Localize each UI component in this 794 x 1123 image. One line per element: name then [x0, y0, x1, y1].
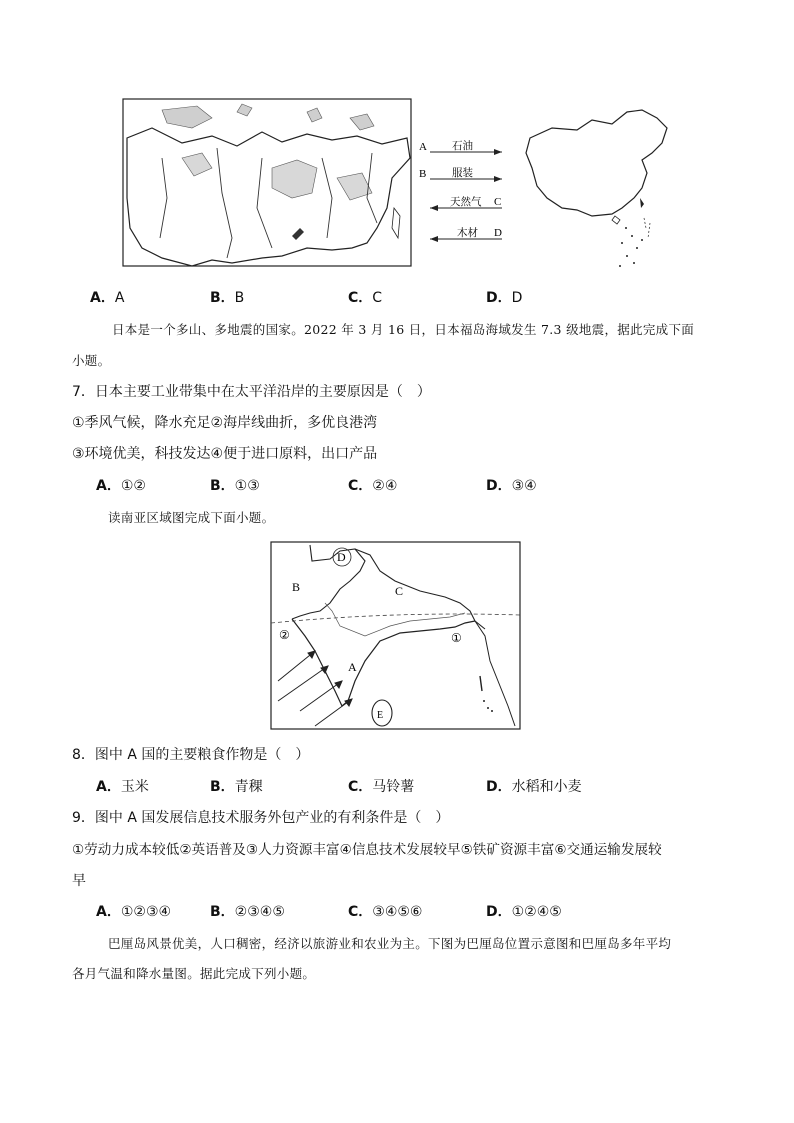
q7-option-a[interactable]: A．①②	[96, 478, 146, 494]
q9-line1: ①劳动力成本较低②英语普及③人力资源丰富④信息技术发展较早⑤铁矿资源丰富⑥交通运输发展较	[72, 842, 662, 858]
label-a: A	[348, 660, 357, 674]
q6-option-c[interactable]: C．C	[348, 290, 383, 306]
label-c: C	[395, 584, 404, 598]
q9-stem: 9．图中 A 国发展信息技术服务外包产业的有利条件是（ ）	[72, 810, 450, 826]
intro-japan-line2: 小题。	[72, 353, 111, 368]
q8-stem: 8．图中 A 国的主要粮食作物是（ ）	[72, 747, 310, 763]
q9-option-a[interactable]: A．①②③④	[96, 904, 172, 920]
q9-option-b[interactable]: B．②③④⑤	[210, 904, 285, 920]
intro-bali-line1: 巴厘岛风景优美，人口稠密，经济以旅游业和农业为主。下图为巴厘岛位置示意图和巴厘岛多年平均	[108, 936, 672, 951]
arrow-a-letter: A	[419, 141, 427, 153]
arrow-d-label: 木材	[457, 227, 478, 239]
q8-option-d[interactable]: D．水稻和小麦	[486, 779, 582, 795]
q7-stem: 7．日本主要工业带集中在太平洋沿岸的主要原因是（ ）	[72, 384, 431, 400]
figure-russia-china-trade	[122, 98, 682, 276]
q9-option-d[interactable]: D．①②④⑤	[486, 904, 562, 920]
intro-bali-line2: 各月气温和降水量图。据此完成下列小题。	[72, 966, 316, 981]
q7-option-b[interactable]: B．①③	[210, 478, 260, 494]
q9-line2: 早	[72, 873, 86, 889]
q7-option-c[interactable]: C．②④	[348, 478, 398, 494]
q8-option-c[interactable]: C．马铃薯	[348, 779, 415, 795]
label-circle-1: ①	[451, 631, 462, 645]
arrow-c-letter: C	[494, 196, 502, 208]
q9-option-c[interactable]: C．③④⑤⑥	[348, 904, 423, 920]
intro-south-asia: 读南亚区域图完成下面小题。	[108, 510, 275, 525]
trade-arrows	[419, 139, 502, 242]
arrow-a-label: 石油	[452, 140, 473, 152]
label-circle-2: ②	[279, 628, 290, 642]
china-map	[526, 110, 667, 267]
russia-map	[123, 99, 411, 266]
arrow-d-letter: D	[494, 227, 502, 239]
q6-option-a[interactable]: A．A	[90, 290, 125, 306]
q7-line1: ①季风气候，降水充足②海岸线曲折，多优良港湾	[72, 415, 378, 431]
q6-option-d[interactable]: D．D	[486, 290, 523, 306]
label-d: D	[337, 550, 346, 564]
q8-option-b[interactable]: B．青稞	[210, 779, 263, 795]
arrow-b-label: 服装	[452, 167, 473, 179]
label-e: E	[377, 710, 384, 721]
figure-south-asia-map	[270, 541, 522, 731]
q7-line2: ③环境优美，科技发达④便于进口原料，出口产品	[72, 446, 378, 462]
q6-option-b[interactable]: B．B	[210, 290, 245, 306]
arrow-c-label: 天然气	[450, 196, 482, 208]
label-b: B	[292, 580, 301, 594]
intro-japan-line1: 日本是一个多山、多地震的国家。2022 年 3 月 16 日，日本福岛海域发生 7.3 级地震，据此完成下面	[112, 322, 695, 337]
arrow-b-letter: B	[419, 168, 427, 180]
q7-option-d[interactable]: D．③④	[486, 478, 537, 494]
q8-option-a[interactable]: A．玉米	[96, 779, 149, 795]
